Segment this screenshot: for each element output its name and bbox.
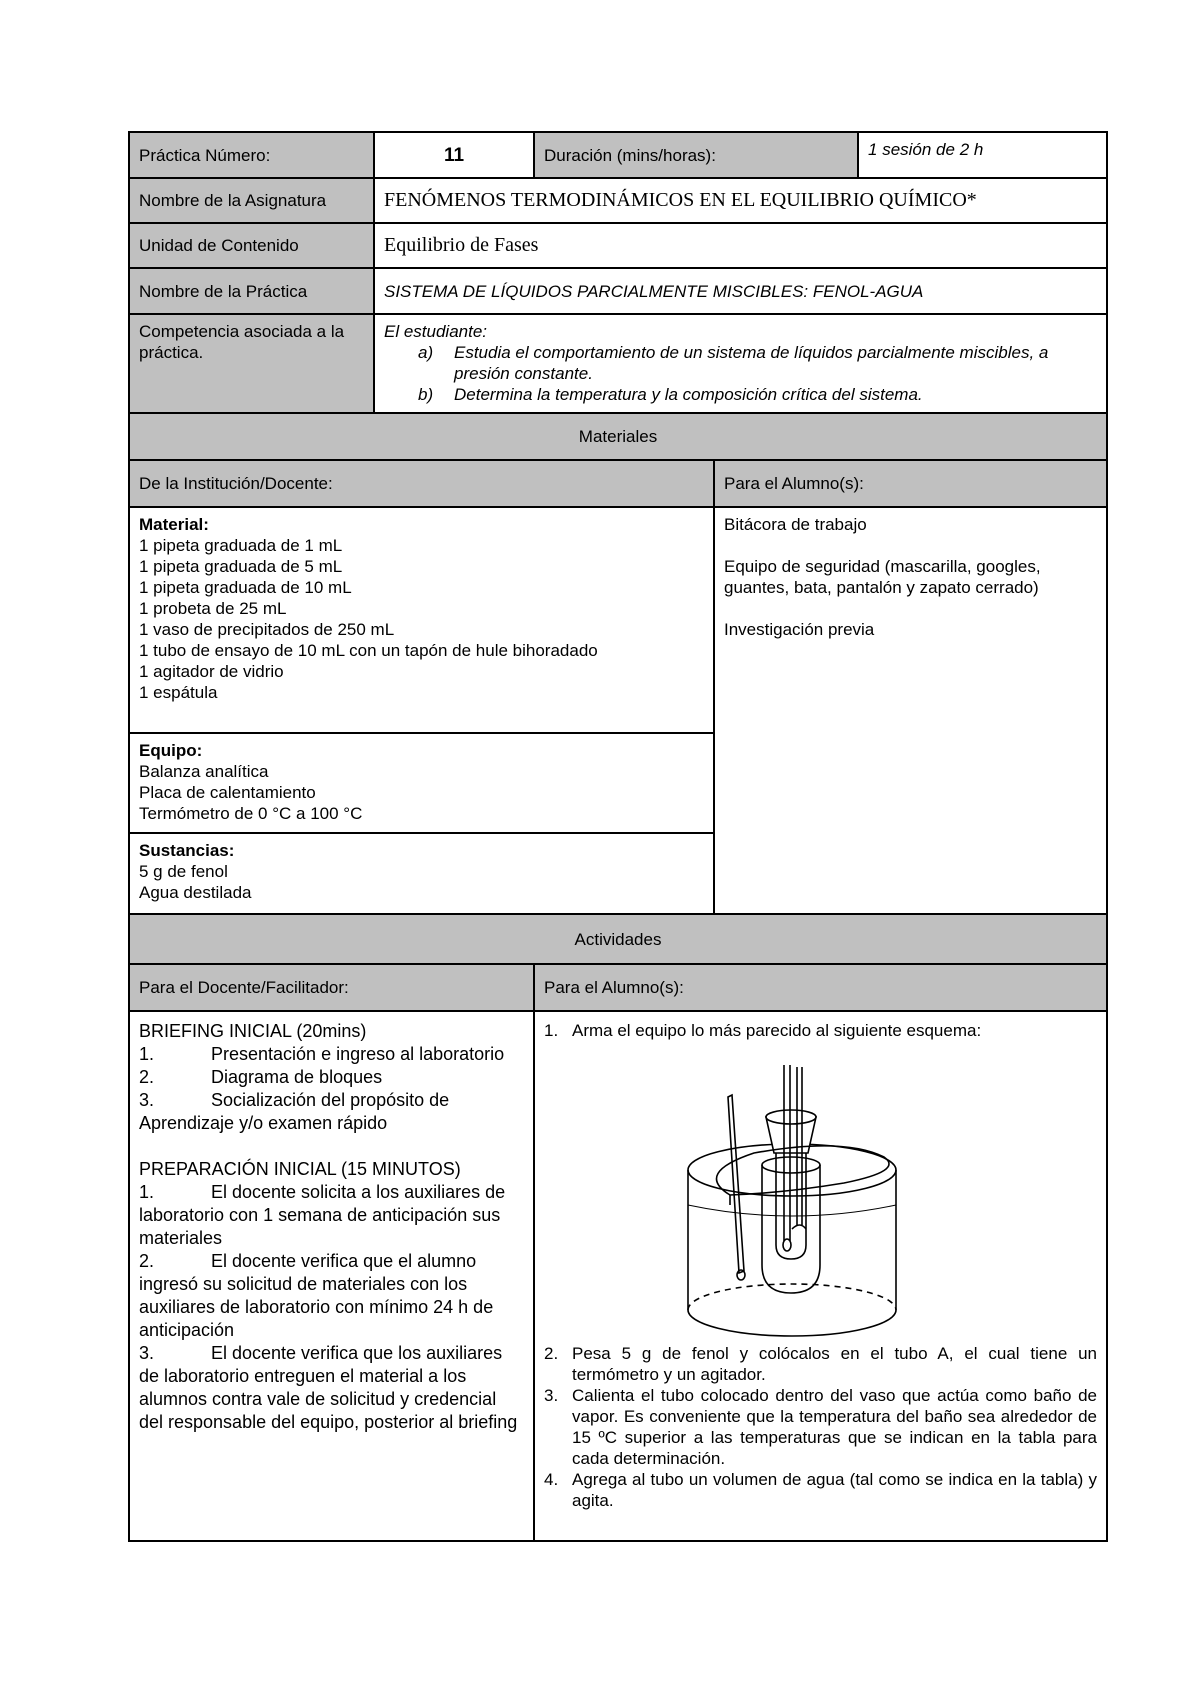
practice-sheet [128, 131, 1106, 1542]
sustancia-item: 5 g de fenol [139, 862, 228, 881]
duracion-label: Duración (mins/horas): [534, 132, 858, 178]
material-item: 1 tubo de ensayo de 10 mL con un tapón de hule bihoradado [139, 641, 598, 660]
duracion-value: 1 sesión de 2 h [858, 132, 1107, 178]
docente-label: Para el Docente/Facilitador: [129, 964, 534, 1011]
actividades-alumno-label: Para el Alumno(s): [534, 964, 1107, 1011]
material-item: 1 pipeta graduada de 10 mL [139, 578, 352, 597]
beaker-bottom-back [688, 1284, 896, 1310]
material-item: 1 pipeta graduada de 5 mL [139, 557, 343, 576]
briefing-item: 2. Diagrama de bloques [139, 1067, 383, 1087]
materiales-title: Materiales [129, 413, 1107, 460]
jacket-tube [762, 1165, 820, 1293]
material-item: 1 vaso de precipitados de 250 mL [139, 620, 395, 639]
briefing-item: 1. Presentación e ingreso al laboratorio [139, 1044, 505, 1064]
sustancias-section [129, 833, 714, 914]
materiales-alumno-content [714, 507, 1107, 914]
materiales-alumno-label: Para el Alumno(s): [714, 460, 1107, 507]
practica-number: 11 [374, 132, 534, 178]
unidad-value: Equilibrio de Fases [374, 223, 1107, 268]
water-level [688, 1205, 896, 1216]
briefing-item: 3. Socialización del propósito de Aprendizaje y/o examen rápido [139, 1090, 450, 1133]
asignatura-label: Nombre de la Asignatura [129, 178, 374, 223]
competencia-item: a) Estudia el comportamiento de un sistema de líquidos parcialmente miscibles, a presión constante. [418, 343, 1049, 383]
material-section [129, 507, 714, 733]
competencia-label: Competencia asociada a la práctica. [129, 314, 374, 413]
competencia-intro: El estudiante: [384, 322, 488, 341]
external-thermometer [728, 1095, 744, 1273]
equipo-item: Termómetro de 0 °C a 100 °C [139, 804, 363, 823]
alumno-step: 2. Pesa 5 g de fenol y colócalos en el tubo A, el cual tiene un termómetro y un agitador. [544, 1344, 1098, 1384]
competencia-item: b) Determina la temperatura y la composición crítica del sistema. [418, 385, 923, 404]
preparacion-item: 1. El docente solicita a los auxiliares de laboratorio con 1 semana de anticipación sus materiales [139, 1182, 506, 1248]
actividades-title: Actividades [129, 914, 1107, 964]
beaker-bottom-front [688, 1310, 896, 1336]
competencia-list [384, 342, 1097, 405]
alumno-step: 3. Calienta el tubo colocado dentro del vaso que actúa como baño de vapor. Es conveniente que la temperatura del baño sea alrededor de 15 ºC superior a las temperaturas que se indican en la tabla para cada determinación. [544, 1386, 1098, 1468]
material-item: 1 espátula [139, 683, 218, 702]
unidad-label: Unidad de Contenido [129, 223, 374, 268]
nombre-practica-value: SISTEMA DE LÍQUIDOS PARCIALMENTE MISCIBLES: FENOL-AGUA [374, 268, 1107, 314]
equipo-item: Balanza analítica [139, 762, 269, 781]
competencia-content [374, 314, 1107, 413]
apparatus-diagram [544, 1045, 1064, 1337]
preparacion-item: 3. El docente verifica que los auxiliares de laboratorio entreguen el material a los alumnos contra vale de solicitud y credencial del responsable del equipo, posterior al briefing [139, 1343, 518, 1432]
alumno-step: 4. Agrega al tubo un volumen de agua (tal como se indica en la tabla) y agita. [544, 1470, 1098, 1510]
equipo-title: Equipo: [139, 741, 203, 760]
preparacion-title: PREPARACIÓN INICIAL (15 MINUTOS) [139, 1159, 461, 1179]
sustancias-title: Sustancias: [139, 841, 235, 860]
material-item: 1 probeta de 25 mL [139, 599, 287, 618]
nombre-practica-label: Nombre de la Práctica [129, 268, 374, 314]
preparacion-item: 2. El docente verifica que el alumno ingresó su solicitud de materiales con los auxiliares de laboratorio con mínimo 24 h de anticipación [139, 1251, 494, 1340]
alumno-step: 1. Arma el equipo lo más parecido al siguiente esquema: [544, 1021, 982, 1040]
material-title: Material: [139, 515, 209, 534]
equipo-item: Placa de calentamiento [139, 783, 316, 802]
equipo-section [129, 733, 714, 833]
alumno-material-item: Investigación previa [724, 620, 875, 639]
asignatura-value: FENÓMENOS TERMODINÁMICOS EN EL EQUILIBRIO QUÍMICO* [374, 178, 1107, 223]
material-item: 1 pipeta graduada de 1 mL [139, 536, 343, 555]
alumno-material-item: Bitácora de trabajo [724, 515, 867, 534]
briefing-title: BRIEFING INICIAL (20mins) [139, 1021, 367, 1041]
practica-label: Práctica Número: [129, 132, 374, 178]
material-item: 1 agitador de vidrio [139, 662, 284, 681]
institucion-label: De la Institución/Docente: [129, 460, 714, 507]
docente-content [129, 1011, 534, 1541]
alumno-material-item: Equipo de seguridad (mascarilla, googles, guantes, bata, pantalón y zapato cerrado) [724, 557, 1041, 597]
sustancia-item: Agua destilada [139, 883, 252, 902]
alumno-steps [534, 1011, 1107, 1541]
practice-table [128, 131, 1108, 1542]
